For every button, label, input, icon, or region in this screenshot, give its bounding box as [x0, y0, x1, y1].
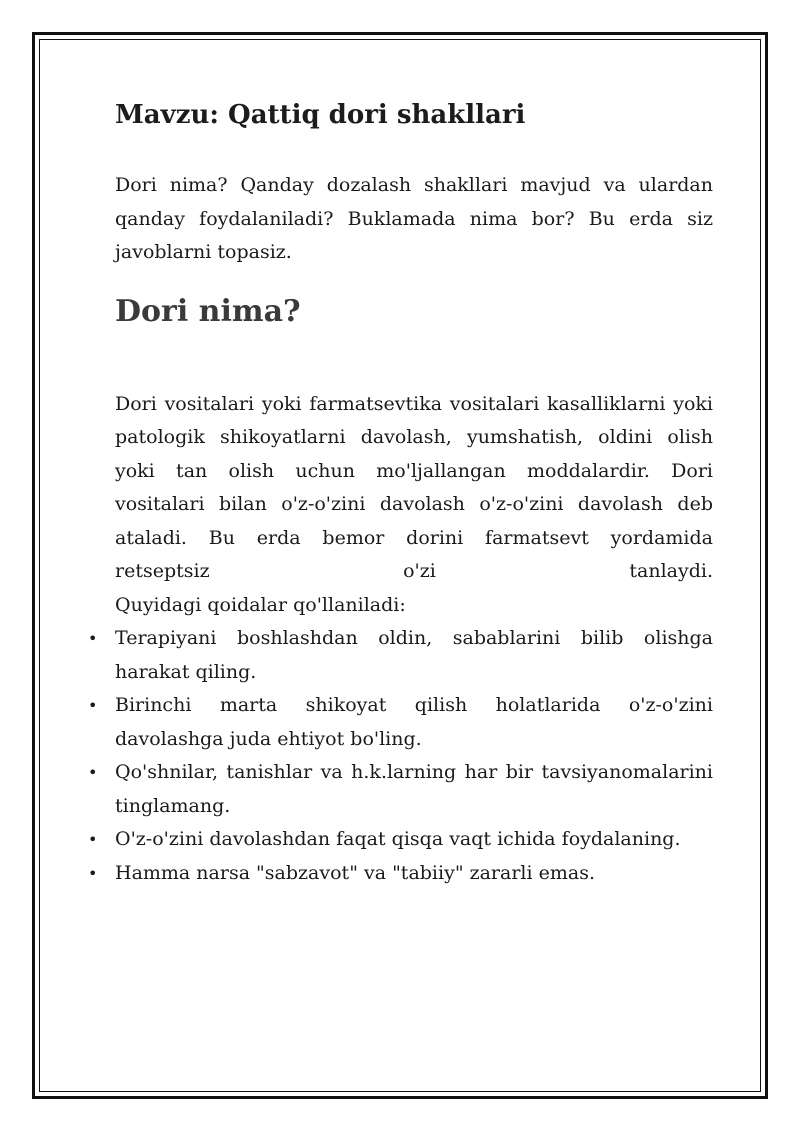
bullet-icon: • [88, 763, 98, 782]
rules-intro: Quyidagi qoidalar qo'llaniladi: [115, 593, 406, 616]
bullet-icon: • [88, 696, 98, 715]
list-item [88, 689, 713, 756]
main-paragraph-last-line: retseptsiz o'zi tanlaydi. [115, 560, 713, 582]
page-title: Mavzu: Qattiq dori shakllari [115, 100, 526, 130]
list-item [88, 857, 713, 891]
list-item-text: Birinchi marta shikoyat qilish holatlarida o'z-o'zini davolashga juda ehtiyot bo'ling. [115, 694, 713, 750]
list-item-text: Hamma narsa "sabzavot" va "tabiiy" zararli emas. [115, 861, 596, 884]
list-item-text: Qo'shnilar, tanishlar va h.k.larning har bir tavsiyanomalarini tinglamang. [115, 761, 713, 817]
document-content [88, 95, 713, 890]
list-item-text: O'z-o'zini davolashdan faqat qisqa vaqt ichida foydalaning. [115, 828, 681, 850]
bullet-icon: • [88, 629, 98, 648]
main-paragraph [88, 388, 713, 891]
section-heading: Dori nima? [115, 293, 301, 329]
list-item [88, 756, 713, 823]
list-item-text: Terapiyani boshlashdan oldin, sabablarini bilib olishga harakat qiling. [115, 627, 713, 683]
rules-list [88, 622, 713, 890]
bullet-icon: • [88, 830, 98, 849]
list-item [88, 622, 713, 689]
main-paragraph-text: Dori vositalari yoki farmatsevtika vositalari kasalliklarni yoki patologik shikoyatlarni davolash, yumshatish, oldini olish yoki tan olish uchun mo'ljallangan moddalardir. Dori vositalari bilan o'z-o'zini davolash o'z-o'zini davolash deb ataladi. Bu erda bemor dorini farmatsevt yordamida [115, 392, 713, 549]
intro-paragraph: Dori nima? Qanday dozalash shakllari mavjud va ulardan qanday foydalaniladi? Buklamada nima bor? Bu erda siz javoblarni topasiz. [115, 174, 713, 263]
list-item [88, 823, 713, 857]
bullet-icon: • [88, 863, 98, 883]
